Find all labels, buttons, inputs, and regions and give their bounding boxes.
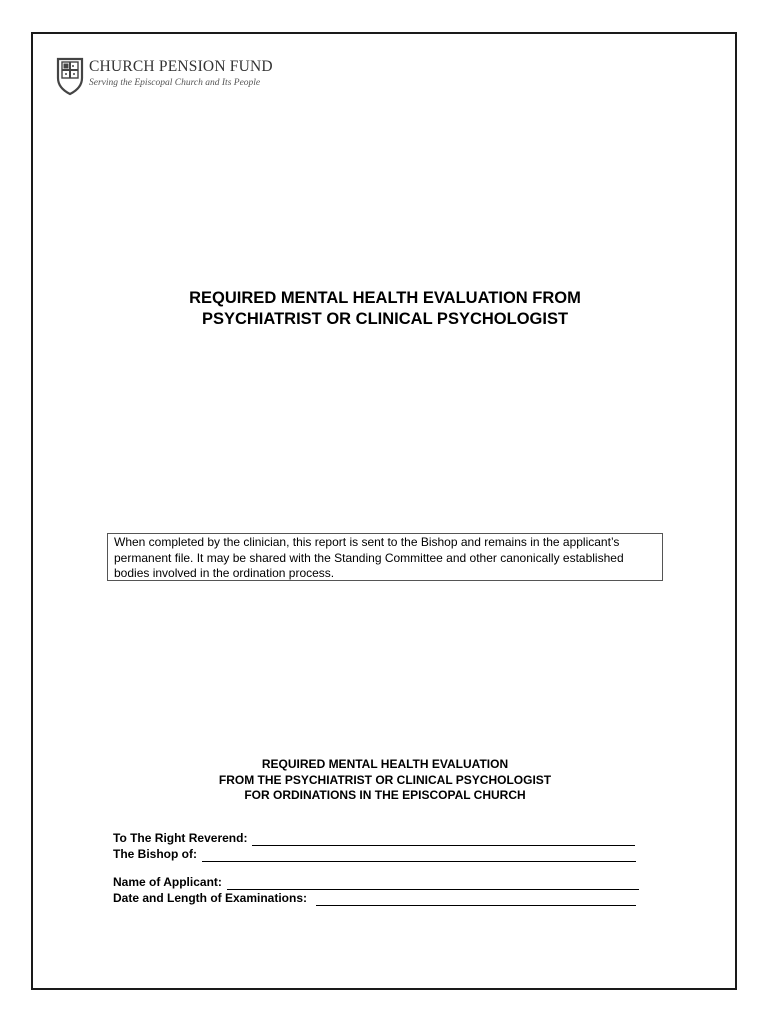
bishop-of-label: The Bishop of: [113, 847, 197, 861]
right-reverend-label: To The Right Reverend: [113, 831, 248, 845]
applicant-name-row [113, 875, 639, 890]
bishop-of-row [113, 847, 636, 862]
form-subtitle [0, 757, 770, 804]
title-line-2: PSYCHIATRIST OR CLINICAL PSYCHOLOGIST [201, 310, 569, 328]
examinations-row [113, 891, 636, 906]
notice-line-1: When completed by the clinician, this report is sent to the Bishop and remains in the applicant’s [114, 535, 620, 549]
right-reverend-row [113, 831, 635, 846]
notice-line-2: permanent file. It may be shared with the Standing Committee and other canonically established [114, 550, 624, 565]
notice-box [107, 533, 663, 581]
shield-cross-icon [56, 56, 84, 96]
subtitle-line-3: FOR ORDINATIONS IN THE EPISCOPAL CHURCH [244, 788, 526, 802]
examinations-label: Date and Length of Examinations: [113, 891, 308, 905]
subtitle-line-2: FROM THE PSYCHIATRIST OR CLINICAL PSYCHOLOGIST [218, 772, 552, 787]
title-line-1: REQUIRED MENTAL HEALTH EVALUATION FROM [189, 289, 581, 307]
applicant-name-field[interactable] [227, 877, 639, 890]
bishop-of-field[interactable] [202, 849, 636, 862]
right-reverend-field[interactable] [252, 833, 635, 846]
applicant-name-label: Name of Applicant: [113, 875, 222, 889]
subtitle-line-1: REQUIRED MENTAL HEALTH EVALUATION [261, 757, 509, 771]
logo-tagline: Serving the Episcopal Church and Its People [89, 78, 261, 88]
document-title [0, 288, 770, 330]
examinations-field[interactable] [316, 893, 636, 906]
notice-line-3: bodies involved in the ordination process. [114, 566, 335, 580]
logo-name: CHURCH PENSION FUND [89, 58, 273, 75]
